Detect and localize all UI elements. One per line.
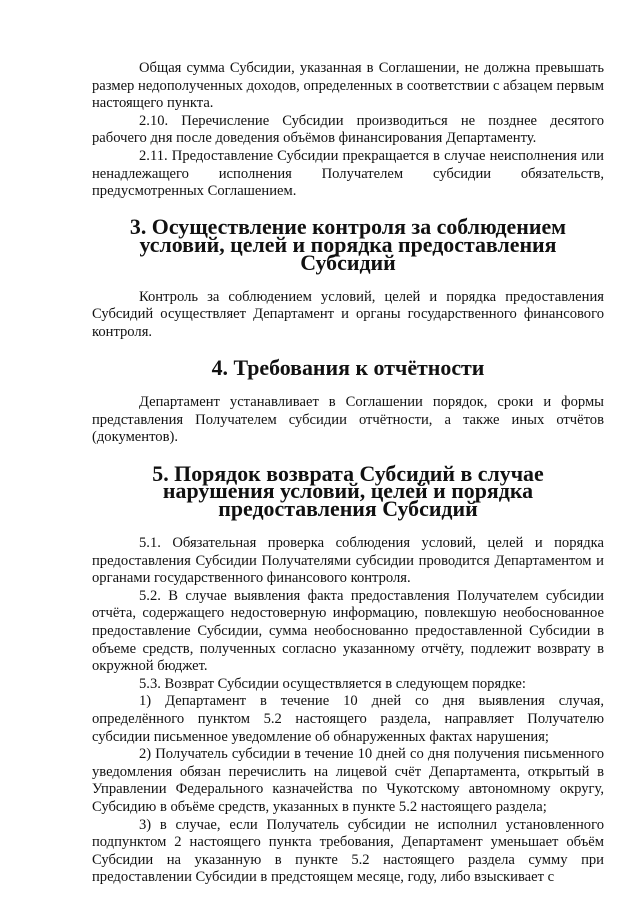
paragraph-2-11: 2.11. Предоставление Субсидии прекращается в случае неисполнения или ненадлежащего исполнения Получателем субсидии обязательств, предусмотренных Соглашением. (92, 147, 604, 200)
document-page (92, 60, 604, 887)
paragraph-control: Контроль за соблюдением условий, целей и порядка предоставления Субсидий осуществляет Департамент и органы государственного финансового контроля. (92, 288, 604, 340)
section-5-heading: 5. Порядок возврата Субсидий в случае нарушения условий, целей и порядка предоставления Субсидий (152, 460, 544, 521)
paragraph-2-10: 2.10. Перечисление Субсидии производиться не позднее десятого рабочего дня после доведения объёмов финансирования Департаменту. (92, 112, 604, 147)
paragraph-5-2: 5.2. В случае выявления факта предоставления Получателем субсидии отчёта, содержащего недостоверную информацию, повлекшую необоснованное предоставление Субсидии, сумма необоснованно предоставленной Субсидии в объеме средств, полученных согласно указанному отчёту, подлежит возврату в окружной бюджет. (92, 587, 604, 675)
paragraph-5-3: 5.3. Возврат Субсидии осуществляется в следующем порядке: (139, 675, 526, 692)
section-4-heading: 4. Требования к отчётности (211, 355, 485, 381)
section-3-heading: 3. Осуществление контроля за соблюдением условий, целей и порядка предоставления Субсидий (129, 214, 567, 275)
paragraph-subsidy-total: Общая сумма Субсидии, указанная в Соглашении, не должна превышать размер недополученных доходов, определенных в соответствии с абзацем первым настоящего пункта. (92, 60, 604, 112)
paragraph-reporting: Департамент устанавливает в Соглашении порядок, сроки и формы представления Получателем субсидии отчётности, а также иных отчётов (документов). (92, 394, 604, 446)
paragraph-5-3-item-1: 1) Департамент в течение 10 дней со дня выявления случая, определённого пунктом 5.2 настоящего раздела, направляет Получателю субсидии письменное уведомление об обнаруженных фактах нарушения; (92, 693, 604, 745)
paragraph-5-3-item-2: 2) Получатель субсидии в течение 10 дней со дня получения письменного уведомления обязан перечислить на лицевой счёт Департамента, открытый в Управлении Федерального казначейства по Чукотскому автономному округу, Субсидию в объёме средств, указанных в пункте 5.2 настоящего раздела; (92, 746, 604, 815)
paragraph-5-1: 5.1. Обязательная проверка соблюдения условий, целей и порядка предоставления Субсидии Получателями субсидии проводится Департаментом и органами государственного финансового контроля. (92, 535, 604, 587)
paragraph-5-3-item-3: 3) в случае, если Получатель субсидии не исполнил установленного подпунктом 2 настоящего пункта требования, Департамент уменьшает объём Субсидии на указанную в пункте 5.2 настоящего раздела сумму при предоставлении Субсидии в предстоящем месяце, году, либо взыскивает с (92, 816, 604, 886)
